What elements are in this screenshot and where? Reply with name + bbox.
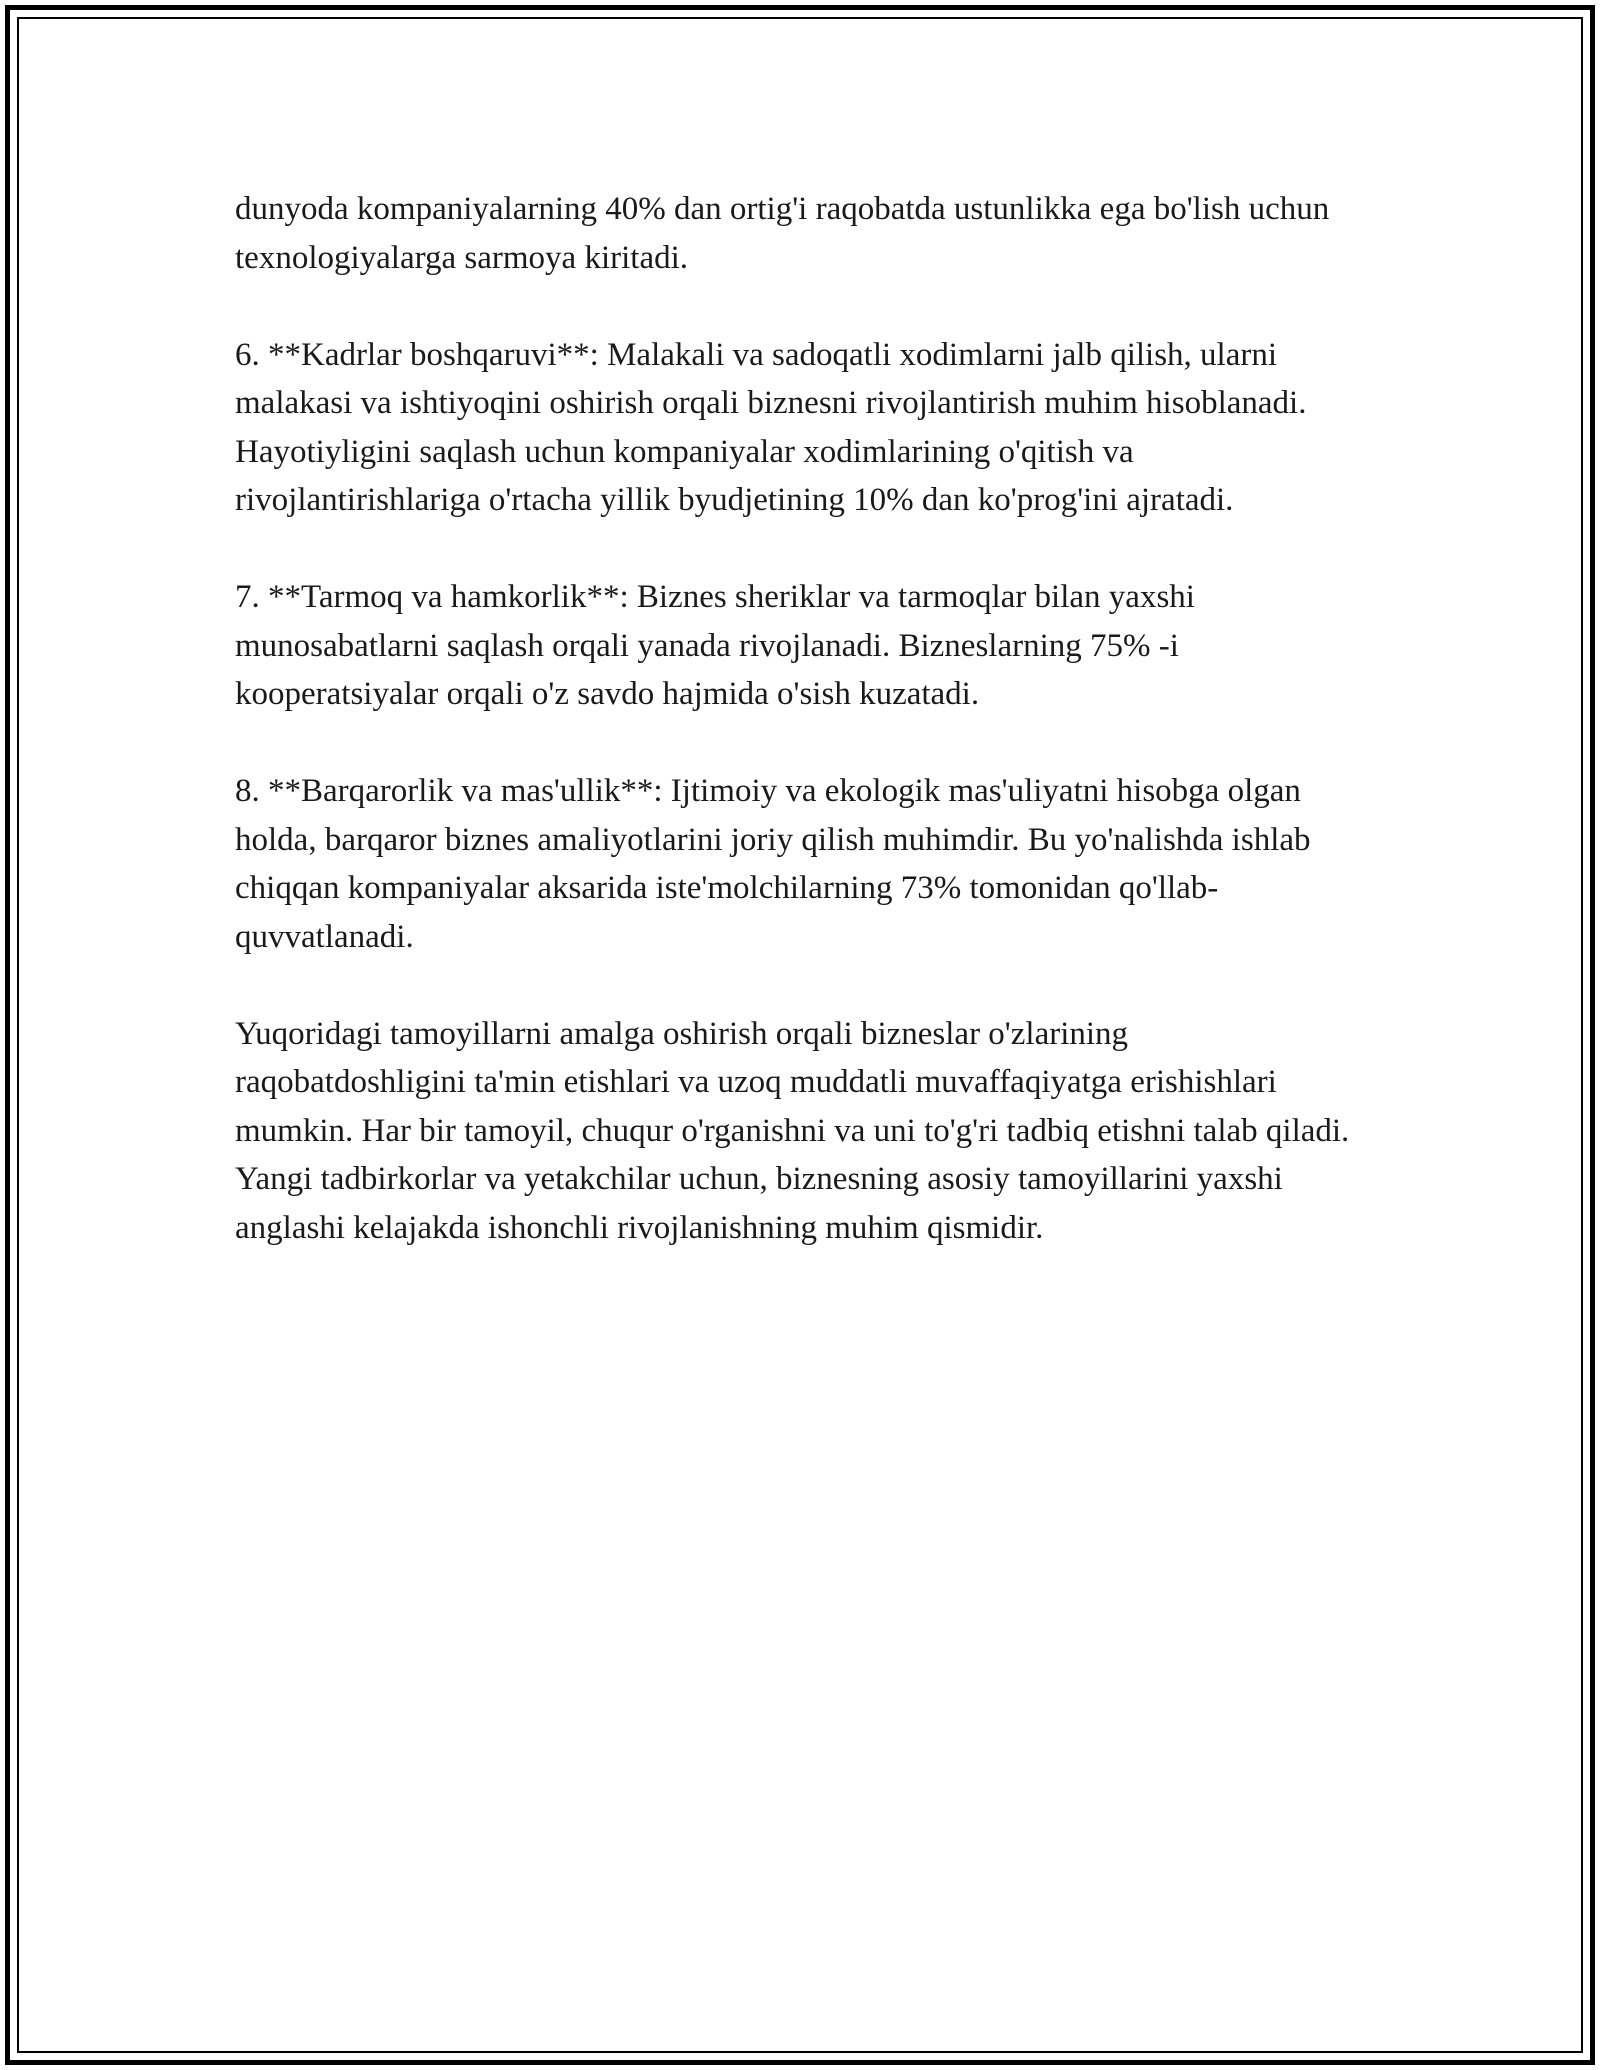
- document-body: [235, 185, 1365, 1252]
- paragraph-conclusion: Yuqoridagi tamoyillarni amalga oshirish orqali bizneslar o'zlarining raqobatdoshligini ta'min etishlari va uzoq muddatli muvaffaqiyatga erishishlari mumkin. Har bir tamoyil, chuqur o'rganishni va uni to'g'ri tadbiq etishni talab qiladi. Yangi tadbirkorlar va yetakchilar uchun, biznesning asosiy tamoyillarini yaxshi anglashi kelajakda ishonchli rivojlanishning muhim qismidir.: [235, 1015, 1350, 1246]
- paragraph-item-6: 6. **Kadrlar boshqaruvi**: Malakali va sadoqatli xodimlarni jalb qilish, ularni malakasi va ishtiyoqini oshirish orqali biznesni rivojlantirish muhim hisoblanadi. Hayotiyligini saqlash uchun kompaniyalar xodimlarining o'qitish va rivojlantirishlariga o'rtacha yillik byudjetining 10% dan ko'prog'ini ajratadi.: [235, 336, 1307, 518]
- paragraph-intro-continuation: dunyoda kompaniyalarning 40% dan ortig'i raqobatda ustunlikka ega bo'lish uchun texnologiyalarga sarmoya kiritadi.: [235, 191, 1330, 276]
- paragraph-item-8: 8. **Barqarorlik va mas'ullik**: Ijtimoiy va ekologik mas'uliyatni hisobga olgan holda, barqaror biznes amaliyotlarini joriy qilish muhimdir. Bu yo'nalishda ishlab chiqqan kompaniyalar aksarida iste'molchilarning 73% tomonidan qo'llab-quvvatlanadi.: [235, 773, 1311, 955]
- paragraph-item-7: 7. **Tarmoq va hamkorlik**: Biznes sheriklar va tarmoqlar bilan yaxshi munosabatlarni saqlash orqali yanada rivojlanadi. Bizneslarning 75% -i kooperatsiyalar orqali o'z savdo hajmida o'sish kuzatadi.: [235, 579, 1195, 712]
